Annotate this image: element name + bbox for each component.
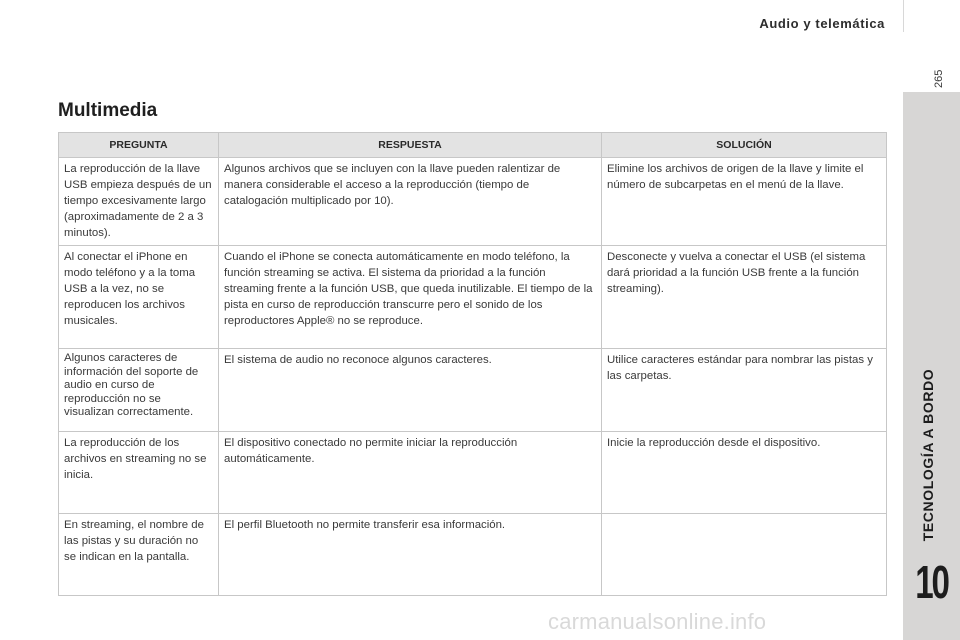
header-divider — [903, 0, 904, 32]
question-cell: La reproducción de los archivos en streaming no se inicia. — [59, 432, 219, 514]
table-row — [59, 246, 887, 349]
answer-cell: Algunos archivos que se incluyen con la llave pueden ralentizar de manera considerable el acceso a la reproducción (tiempo de catalogación multiplicado por 10). — [219, 158, 602, 246]
table-row — [59, 514, 887, 596]
table-row — [59, 432, 887, 514]
solution-cell — [602, 514, 887, 596]
table-row — [59, 158, 887, 246]
answer-cell: El perfil Bluetooth no permite transferir esa información. — [219, 514, 602, 596]
column-header-question: PREGUNTA — [59, 133, 219, 158]
solution-cell: Inicie la reproducción desde el dispositivo. — [602, 432, 887, 514]
question-cell: Algunos caracteres de información del soporte de audio en curso de reproducción no se visualizan correctamente. — [59, 349, 219, 432]
watermark: carmanualsonline.info — [548, 609, 767, 634]
chapter-title: Audio y telemática — [759, 16, 885, 31]
question-cell: Al conectar el iPhone en modo teléfono y a la toma USB a la vez, no se reproducen los archivos musicales. — [59, 246, 219, 349]
answer-cell: El sistema de audio no reconoce algunos caracteres. — [219, 349, 602, 432]
chapter-number: 10 — [915, 556, 948, 608]
solution-cell: Desconecte y vuelva a conectar el USB (el sistema dará prioridad a la función USB frente a la función streaming). — [602, 246, 887, 349]
column-header-solution: SOLUCIÓN — [602, 133, 887, 158]
question-cell: La reproducción de la llave USB empieza después de un tiempo excesivamente largo (aproximadamente de 2 a 3 minutos). — [59, 158, 219, 246]
question-cell: En streaming, el nombre de las pistas y su duración no se indican en la pantalla. — [59, 514, 219, 596]
solution-cell: Utilice caracteres estándar para nombrar las pistas y las carpetas. — [602, 349, 887, 432]
answer-cell: El dispositivo conectado no permite iniciar la reproducción automáticamente. — [219, 432, 602, 514]
solution-cell: Elimine los archivos de origen de la llave y limite el número de subcarpetas en el menú de la llave. — [602, 158, 887, 246]
section-title: Multimedia — [58, 100, 158, 121]
faq-table — [58, 132, 887, 596]
answer-cell: Cuando el iPhone se conecta automáticamente en modo teléfono, la función streaming se activa. El sistema da prioridad a la función streaming frente a la función USB, que queda inutilizable. El tiempo de la pista en curso de reproducción transcurre pero el sonido de los reproductores Apple® no se reproduce. — [219, 246, 602, 349]
chapter-tab-label: TECNOLOGÍA A BORDO — [920, 368, 936, 542]
page-number: 265 — [933, 69, 945, 88]
column-header-answer: RESPUESTA — [219, 133, 602, 158]
table-header-row — [59, 133, 887, 158]
table-row — [59, 349, 887, 432]
